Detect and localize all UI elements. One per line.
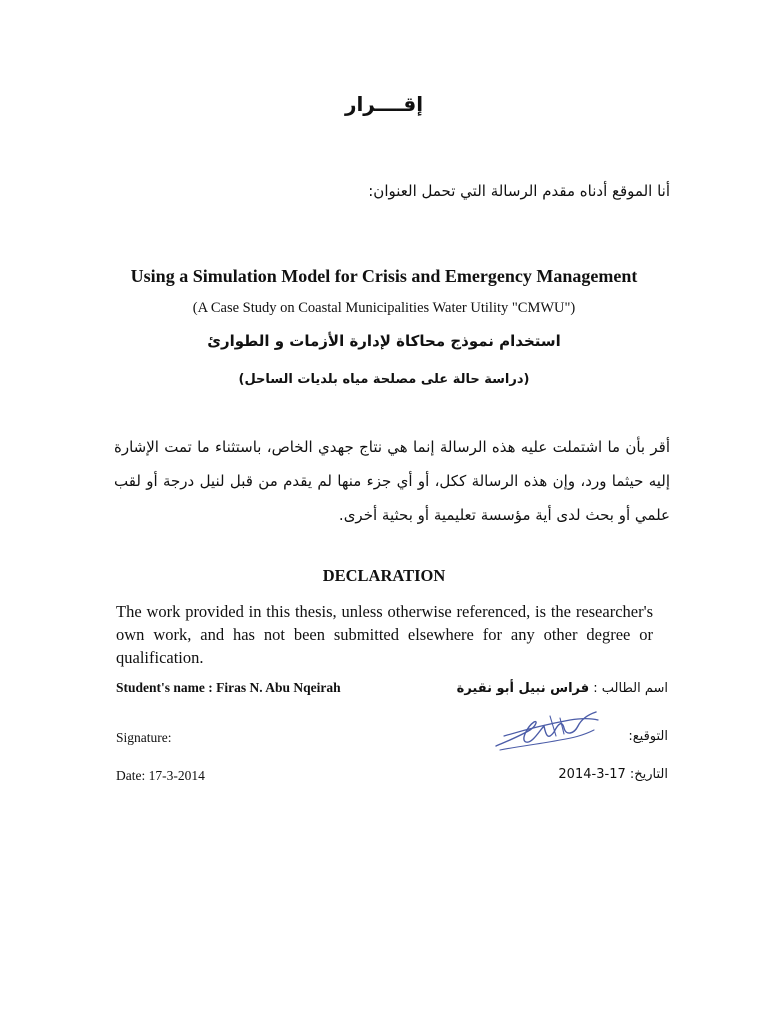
english-thesis-subtitle: (A Case Study on Coastal Municipalities Water Utility "CMWU") [192,300,576,316]
handwritten-signature [490,706,602,756]
student-name-value-arabic: فراس نبيل أبو نقيرة [456,681,590,696]
arabic-thesis-subtitle: (دراسة حالة على مصلحة مياه بلديات الساحل) [238,372,530,387]
student-name-english [116,680,341,696]
student-name-label: Student's name : [116,680,217,695]
student-name-value: Firas N. Abu Nqeirah [216,680,341,695]
signature-label-arabic: التوقيع: [628,729,668,744]
arabic-declaration-paragraph: أقر بأن ما اشتملت عليه هذه الرسالة إنما هي نتاج جهدي الخاص، باستثناء ما تمت الإشارة إليه حيثما ورد، وإن هذه الرسالة ككل، أو أي جزء منها لم يقدم من قبل لنيل درجة أو لقب علمي أو بحث لدى أية مؤسسة تعليمية أو بحثية أخرى. [114,438,670,524]
arabic-thesis-title: استخدام نموذج محاكاة لإدارة الأزمات و الطوارئ [207,332,561,350]
declaration-paragraph: The work provided in this thesis, unless otherwise referenced, is the researcher's own work, and has not been submitted elsewhere for any other degree or qualification. [116,602,653,667]
student-name-label-arabic: اسم الطالب : [589,681,668,696]
date-english: Date: 17-3-2014 [116,768,205,783]
arabic-title: إقــــرار [344,92,424,116]
declaration-heading: DECLARATION [322,566,446,585]
date-arabic: التاريخ: 17-3-2014 [558,767,668,782]
english-thesis-title: Using a Simulation Model for Crisis and Emergency Management [130,266,638,286]
arabic-intro: أنا الموقع أدناه مقدم الرسالة التي تحمل العنوان: [368,182,670,200]
student-name-arabic [457,681,668,696]
signature-label: Signature: [116,730,172,745]
